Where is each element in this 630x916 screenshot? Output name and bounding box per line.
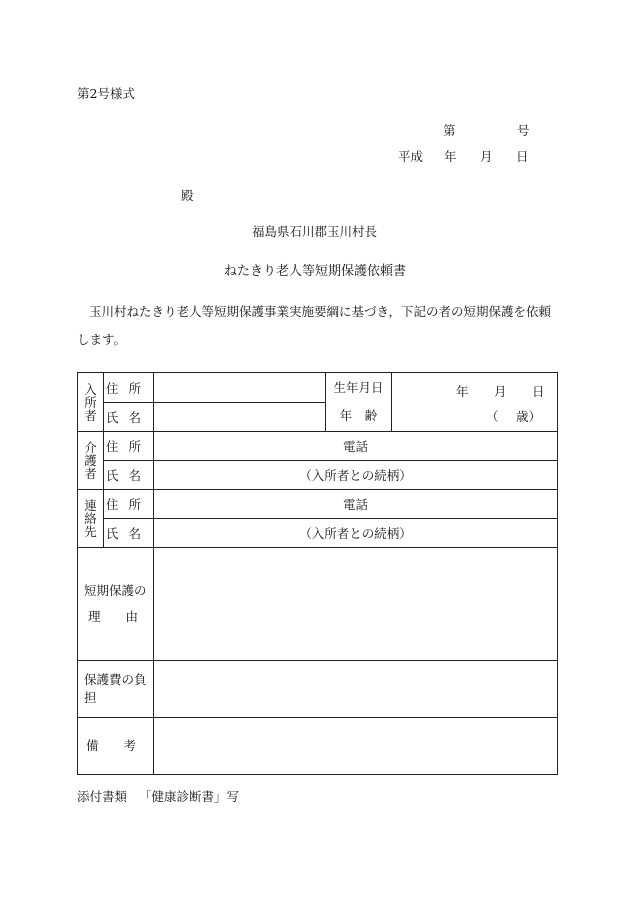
age-label: 年 齢	[339, 408, 378, 423]
resident-name-field[interactable]	[154, 403, 326, 432]
issuer: 福島県石川郡玉川村長	[252, 224, 378, 239]
contact-address-label: 住所	[104, 490, 154, 519]
age-close: 歳）	[516, 409, 542, 424]
request-text: 玉川村ねたきり老人等短期保護事業実施要綱に基づき，下記の者の短期保護を依頼します。	[77, 304, 552, 347]
date-year: 年	[444, 149, 457, 164]
dob-age-label	[326, 373, 392, 432]
document-title: ねたきり老人等短期保護依頼書	[223, 264, 406, 279]
caregiver-relationship-field[interactable]: （入所者との続柄）	[154, 461, 558, 490]
dob-year: 年	[456, 384, 469, 399]
caregiver-name-label: 氏名	[104, 461, 154, 490]
date-month: 月	[480, 149, 493, 164]
cost-burden-field[interactable]	[154, 661, 558, 718]
reason-field[interactable]	[154, 548, 558, 661]
era: 平成	[398, 149, 424, 164]
attachment-doc: 「健康診断書」写	[139, 789, 240, 804]
reason-label-line1: 短期保護の	[84, 583, 147, 598]
contact-phone-field[interactable]: 電話	[154, 490, 558, 519]
form-number: 第2号様式	[77, 86, 135, 101]
contact-label: 連 絡 先	[78, 490, 104, 548]
dob-age-field[interactable]	[392, 373, 558, 432]
dob-day: 日	[532, 384, 545, 399]
remarks-label: 備 考	[78, 718, 154, 775]
cost-burden-label: 保護費の負担	[78, 661, 154, 718]
remarks-field[interactable]	[154, 718, 558, 775]
age-open: （	[486, 409, 499, 424]
resident-label: 入 所 者	[78, 373, 104, 432]
resident-address-label: 住所	[104, 373, 154, 403]
caregiver-phone-field[interactable]: 電話	[154, 432, 558, 461]
dob-month: 月	[494, 384, 507, 399]
contact-name-label: 氏名	[104, 519, 154, 548]
attachments-label: 添付書類	[77, 789, 128, 804]
number-suffix: 号	[517, 123, 530, 138]
number-prefix: 第	[443, 123, 456, 138]
dob-label: 生年月日	[333, 380, 384, 395]
caregiver-address-label: 住所	[104, 432, 154, 461]
reason-label-line2: 理 由	[88, 609, 139, 624]
addressee: 殿	[181, 188, 194, 203]
caregiver-label: 介 護 者	[78, 432, 104, 490]
reason-label	[78, 548, 154, 661]
resident-name-label: 氏名	[104, 403, 154, 432]
contact-relationship-field[interactable]: （入所者との続柄）	[154, 519, 558, 548]
date-day: 日	[516, 149, 529, 164]
attachments	[77, 787, 239, 805]
request-form-table	[77, 372, 558, 775]
resident-address-field[interactable]	[154, 373, 326, 403]
